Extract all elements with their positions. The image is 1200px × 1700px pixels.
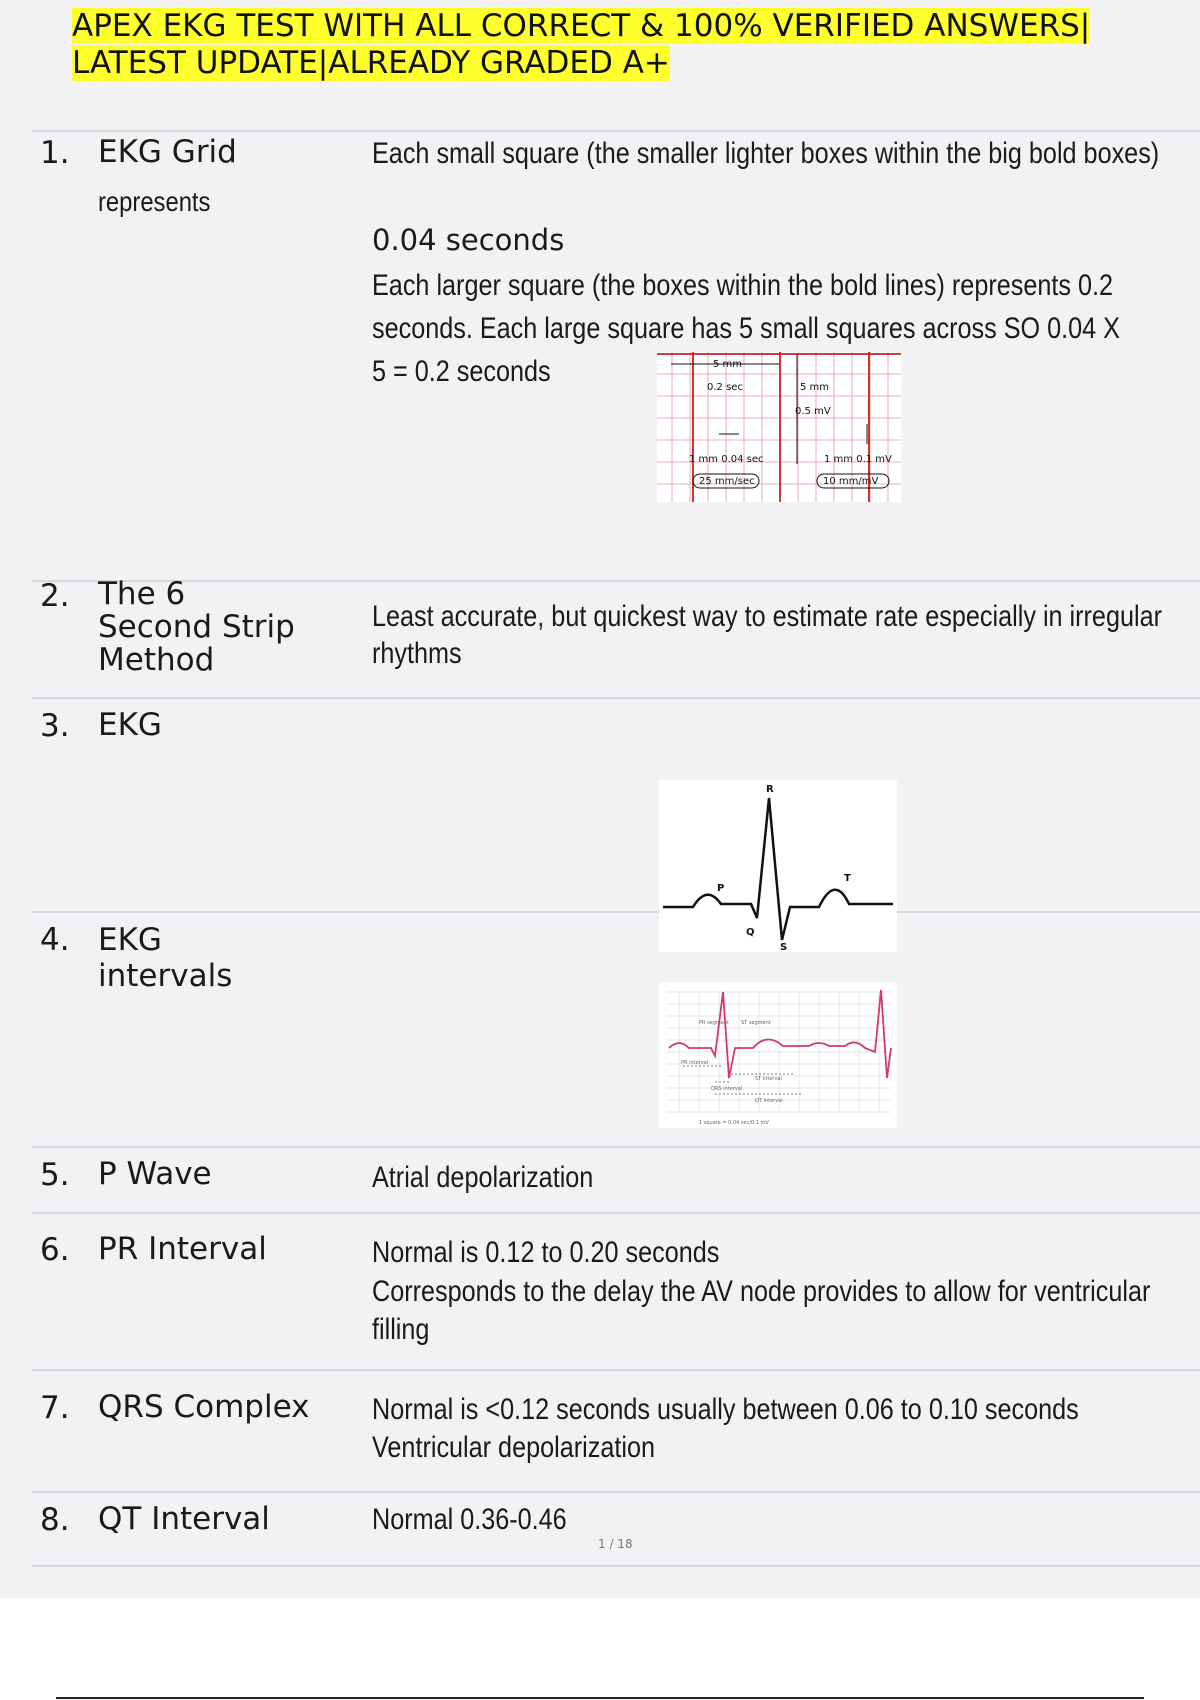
- row-divider: [32, 1212, 1200, 1214]
- item-term-continued: represents: [98, 186, 211, 217]
- item-number: 7.: [40, 1390, 70, 1426]
- item-definition-line: Each larger square (the boxes within the bold lines) represents 0.2: [372, 269, 1114, 302]
- item-number: 8.: [40, 1502, 70, 1538]
- item-definition-line: Least accurate, but quickest way to estimate rate especially in irregular: [372, 600, 1162, 633]
- item-definition-line: Ventricular depolarization: [372, 1431, 655, 1464]
- ekg-intervals-figure: [659, 982, 897, 1128]
- item-definition-line: Normal is 0.12 to 0.20 seconds: [372, 1236, 720, 1269]
- ekg-waveform-graphic: [659, 780, 897, 952]
- item-number: 2.: [40, 578, 70, 614]
- grid-label-big-mm: 5 mm: [713, 359, 743, 370]
- row-divider: [32, 1565, 1200, 1567]
- item-number: 6.: [40, 1232, 70, 1268]
- interval-label-qt-interval: QT interval: [755, 1098, 783, 1104]
- grid-label-small-time: 1 mm 0.04 sec: [689, 454, 764, 465]
- grid-label-big-volt-mm: 5 mm: [800, 382, 830, 393]
- wave-label-q: Q: [746, 927, 755, 938]
- item-definition-line: Each small square (the smaller lighter boxes within the big bold boxes): [372, 137, 1160, 170]
- interval-figure-footer: 1 square = 0.04 sec/0.1 mV: [699, 1120, 769, 1126]
- wave-label-s: S: [780, 942, 788, 952]
- grid-label-small-volt: 1 mm 0.1 mV: [824, 454, 892, 465]
- item-definition-line: Normal 0.36-0.46: [372, 1503, 567, 1536]
- item-term: PR Interval: [98, 1231, 267, 1267]
- item-number: 3.: [40, 708, 70, 744]
- grid-label-big-time: 0.2 sec: [707, 382, 743, 393]
- ekg-grid-figure: [657, 352, 901, 502]
- row-divider: [32, 1146, 1200, 1148]
- interval-label-pr-segment: PR segment: [699, 1020, 730, 1026]
- item-definition-line: Normal is <0.12 seconds usually between 0.06 to 0.10 seconds: [372, 1393, 1079, 1426]
- item-number: 4.: [40, 922, 70, 958]
- interval-label-st-segment: ST segment: [741, 1020, 771, 1026]
- row-divider: [32, 1491, 1200, 1493]
- item-definition-line: Atrial depolarization: [372, 1161, 594, 1194]
- item-term: [98, 922, 338, 994]
- wave-label-t: T: [844, 873, 851, 884]
- document-title: [72, 8, 1132, 82]
- grid-label-speed: 25 mm/sec: [699, 476, 755, 487]
- row-divider: [32, 911, 1200, 913]
- grid-label-big-volt: 0.5 mV: [795, 406, 831, 417]
- item-definition-line: seconds. Each large square has 5 small squares across SO 0.04 X: [372, 312, 1120, 345]
- item-definition-line: Corresponds to the delay the AV node provides to allow for ventricular: [372, 1275, 1151, 1308]
- title-line-1: APEX EKG TEST WITH ALL CORRECT & 100% VERIFIED ANSWERS|: [72, 8, 1091, 44]
- wave-label-p: P: [717, 883, 725, 894]
- item-term: EKG: [98, 707, 162, 743]
- item-term: P Wave: [98, 1156, 212, 1192]
- item-term: QT Interval: [98, 1501, 270, 1537]
- item-term-line: intervals: [98, 958, 233, 994]
- item-term: EKG Grid: [98, 134, 237, 170]
- ekg-intervals-graphic: [659, 982, 897, 1128]
- ekg-grid-graphic: [657, 352, 901, 502]
- grid-label-gain: 10 mm/mV: [823, 476, 879, 487]
- page-bottom-rule: [56, 1697, 1144, 1699]
- ekg-waveform-figure: [659, 780, 897, 952]
- row-divider: [32, 130, 1200, 132]
- item-term-line: Second Strip: [98, 609, 295, 645]
- item-definition-line: filling: [372, 1313, 430, 1346]
- wave-label-r: R: [766, 784, 774, 795]
- interval-label-pr-interval: PR interval: [681, 1060, 709, 1066]
- item-term: [98, 578, 338, 677]
- item-number: 1.: [40, 135, 70, 171]
- item-term-line: Method: [98, 642, 215, 678]
- item-definition-line: rhythms: [372, 637, 462, 670]
- item-definition-line: 0.04 seconds: [372, 223, 565, 257]
- item-term-line: The 6: [98, 576, 186, 612]
- title-line-2: LATEST UPDATE|ALREADY GRADED A+: [72, 45, 670, 81]
- item-term: QRS Complex: [98, 1389, 310, 1425]
- row-divider: [32, 697, 1200, 699]
- item-term-line: EKG: [98, 922, 162, 958]
- interval-label-qrs-interval: QRS interval: [711, 1086, 743, 1092]
- interval-label-st-interval: ST interval: [755, 1076, 782, 1082]
- page-number: 1 / 18: [598, 1537, 633, 1551]
- item-definition-line: 5 = 0.2 seconds: [372, 355, 551, 388]
- item-number: 5.: [40, 1157, 70, 1193]
- row-divider: [32, 1369, 1200, 1371]
